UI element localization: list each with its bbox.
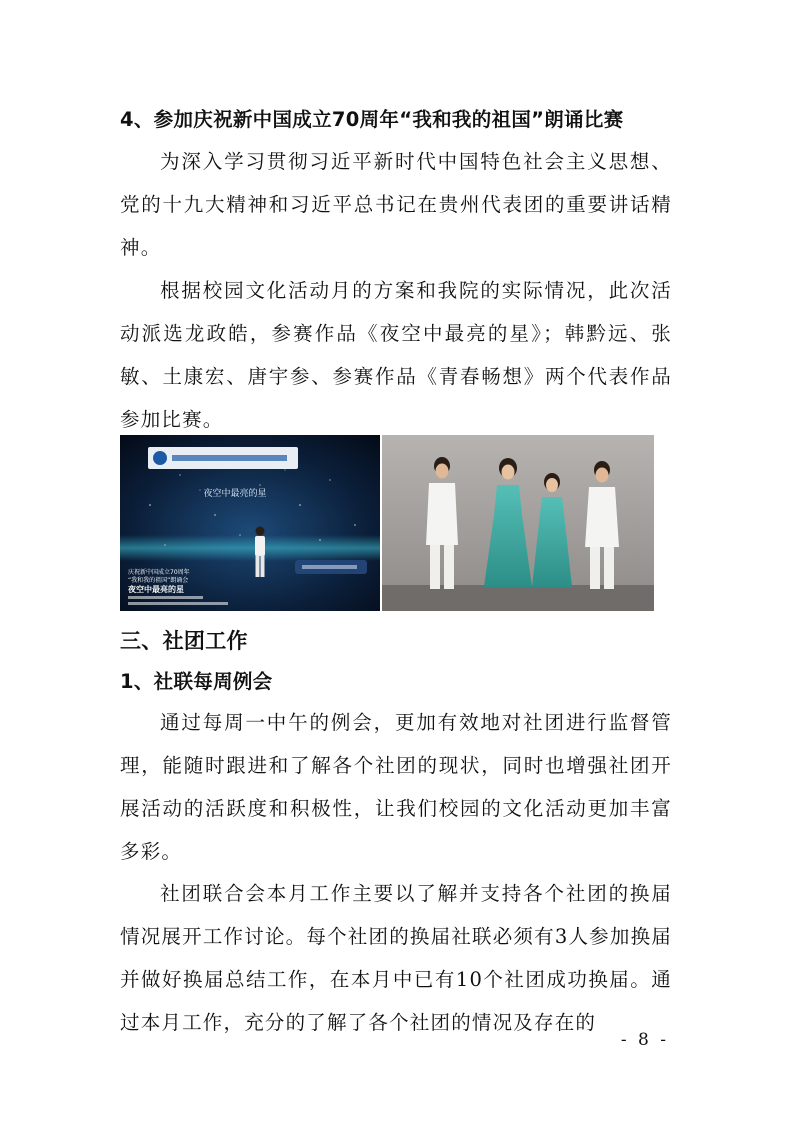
subsection-1-paragraph-1: 通过每周一中午的例会，更加有效地对社团进行监督管理，能随时跟进和了解各个社团的现状，同时也增强社团开展活动的活跃度和积极性，让我们校园的文化活动更加丰富多彩。	[120, 711, 672, 863]
page-number: - 8 -	[620, 1030, 669, 1050]
caption-line-1: 庆祝新中国成立70周年	[128, 569, 190, 576]
section-4-paragraph-1: 为深入学习贯彻习近平新时代中国特色社会主义思想、党的十九大精神和习近平总书记在贵州代表团的重要讲话精神。	[120, 150, 672, 259]
subsection-1-paragraph-2: 社团联合会本月工作主要以了解并支持各个社团的换届情况展开工作讨论。每个社团的换届社联必须有3人参加换届并做好换届总结工作，在本月中已有10个社团成功换届。通过本月工作，充分的了解了各个社团的情况及存在的	[120, 882, 672, 1034]
subsection-1-heading: 1、社联每周例会	[120, 670, 273, 693]
caption-line-2: “我和我的祖国”朗诵会	[128, 577, 189, 584]
photo-group-performers	[382, 435, 654, 611]
photo-stage-performance	[120, 435, 380, 611]
college-logo-icon	[153, 451, 167, 465]
section-3-heading: 三、社团工作	[120, 629, 248, 653]
caption-line-3: 夜空中最亮的星	[128, 585, 184, 594]
section-4-paragraph-2: 根据校园文化活动月的方案和我院的实际情况，此次活动派选龙政皓，参赛作品《夜空中最亮的星》；韩黔远、张敏、土康宏、唐宇参、参赛作品《青春畅想》两个代表作品参加比赛。	[120, 279, 672, 431]
section-4-heading: 4、参加庆祝新中国成立70周年“我和我的祖国”朗诵比赛	[120, 108, 624, 131]
screen-title: 夜空中最亮的星	[203, 489, 267, 499]
